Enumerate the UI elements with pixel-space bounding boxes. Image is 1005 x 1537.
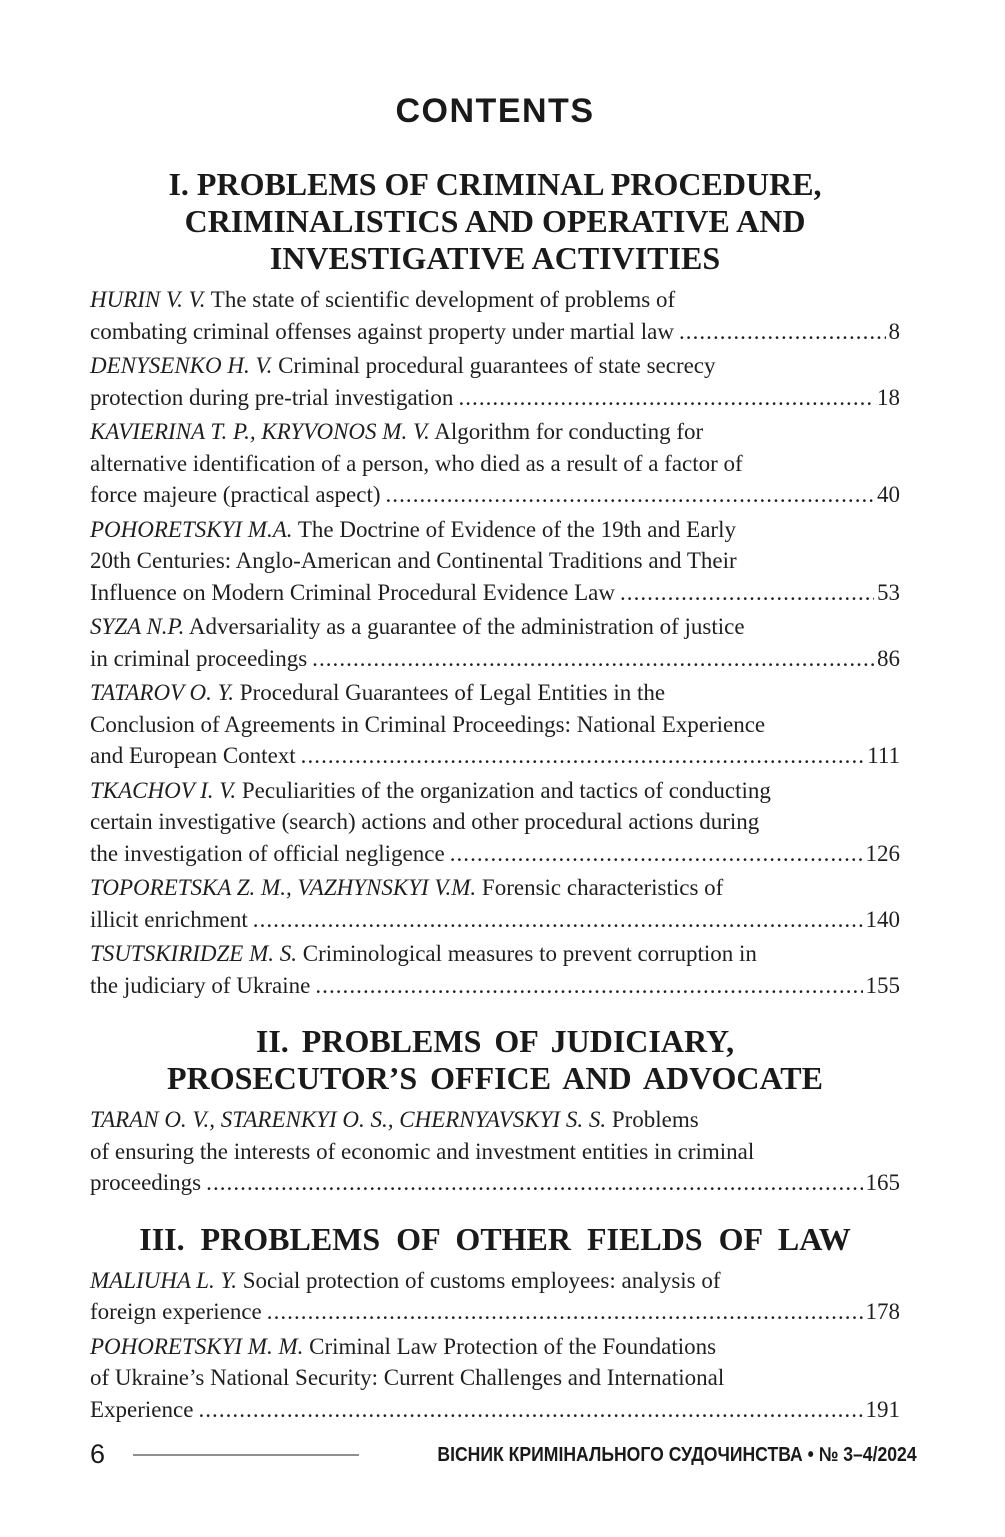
- entry-first-line: [90, 872, 900, 904]
- entry-title-end: illicit enrichment: [90, 906, 248, 932]
- entry-page: 126: [865, 840, 900, 866]
- entry-first-line: [90, 350, 900, 382]
- entry-title-start: Criminological measures to prevent corruption in: [297, 941, 757, 966]
- entry-title-line: Conclusion of Agreements in Criminal Proceedings: National Experience: [90, 711, 766, 737]
- entry-first-line: [90, 1265, 900, 1297]
- entry-last-line: [90, 643, 900, 675]
- entry-last-line: [90, 1167, 900, 1199]
- toc-entry: [90, 775, 900, 870]
- toc-entry: [90, 416, 900, 511]
- entry-title-start: Criminal Law Protection of the Foundations: [303, 1333, 717, 1359]
- entry-page: 8: [888, 318, 900, 344]
- entry-title-end: force majeure (practical aspect): [90, 482, 381, 507]
- entry-title-start: Adversariality as a guarantee of the administration of justice: [184, 614, 745, 639]
- dot-leader: [386, 479, 875, 511]
- entry-title-end: foreign experience: [90, 1299, 262, 1324]
- toc-entry: [90, 872, 900, 935]
- entry-last-line: [90, 970, 900, 1002]
- entry-page: 40: [877, 482, 900, 507]
- footer-rule: [133, 1454, 359, 1456]
- dot-leader: [620, 577, 874, 609]
- section-heading-line: III. PROBLEMS OF OTHER FIELDS OF LAW: [139, 1220, 851, 1257]
- dot-leader: [312, 643, 874, 675]
- entry-title-end: protection during pre-trial investigation: [90, 384, 454, 410]
- entry-authors: KAVIERINA T. P., KRYVONOS M. V.: [90, 419, 430, 444]
- dot-leader: [458, 382, 874, 414]
- entry-page: 53: [877, 579, 900, 605]
- entry-title-line: of Ukraine’s National Security: Current Challenges and International: [90, 1365, 725, 1390]
- entry-title-start: Criminal procedural guarantees of state secrecy: [272, 353, 716, 378]
- entry-title-start: Algorithm for conducting for: [429, 419, 704, 444]
- entry-title-end: in criminal proceedings: [90, 645, 308, 671]
- entry-title-end: Experience: [90, 1396, 194, 1422]
- entry-title-end: and European Context: [90, 743, 296, 768]
- section-heading-line: PROSECUTOR’S OFFICE AND ADVOCATE: [167, 1060, 823, 1096]
- entry-first-line: [90, 1104, 900, 1136]
- entry-last-line: [90, 904, 900, 936]
- toc-entry: [90, 677, 900, 772]
- toc-section: [90, 1221, 900, 1426]
- entry-last-line: [90, 1394, 900, 1426]
- dot-leader: [679, 316, 886, 348]
- entry-last-line: [90, 479, 900, 511]
- entry-page: 178: [865, 1299, 900, 1324]
- toc-entry: [90, 1104, 900, 1199]
- toc-entry: [90, 938, 900, 1001]
- entry-last-line: [90, 838, 900, 870]
- entry-title-start: Social protection of customs employees: analysis of: [236, 1267, 721, 1293]
- entry-title-start: The state of scientific development of problems of: [205, 287, 676, 312]
- entry-authors: TSUTSKIRIDZE M. S.: [90, 941, 298, 966]
- entry-page: 86: [877, 645, 900, 671]
- entry-authors: POHORETSKYI M. M.: [90, 1333, 304, 1359]
- entry-title-end: the judiciary of Ukraine: [90, 972, 311, 998]
- entry-authors: HURIN V. V.: [90, 287, 206, 312]
- toc-entry: [90, 611, 900, 674]
- entry-title-line: alternative identification of a person, who died as a result of a factor of: [90, 450, 743, 476]
- entry-last-line: [90, 740, 900, 772]
- entry-authors: SYZA N.P.: [90, 614, 185, 639]
- entry-title-start: Peculiarities of the organization and tactics of conducting: [236, 777, 771, 803]
- entry-authors: TARAN O. V., STARENKYI O. S., CHERNYAVSKYI S. S.: [90, 1107, 607, 1132]
- entry-first-line: [90, 416, 900, 448]
- entry-page: 140: [865, 906, 900, 932]
- entry-last-line: [90, 316, 900, 348]
- toc-section: [90, 1023, 900, 1199]
- entry-title-start: Procedural Guarantees of Legal Entities in the: [234, 680, 666, 705]
- dot-leader: [198, 1394, 862, 1426]
- entry-title-end: proceedings: [90, 1170, 202, 1195]
- entry-authors: TKACHOV I. V.: [90, 777, 237, 803]
- toc-entry: [90, 1331, 900, 1426]
- toc-entry: [90, 350, 900, 413]
- section-heading: [90, 166, 900, 277]
- entry-first-line: [90, 677, 900, 709]
- entry-first-line: [90, 775, 900, 807]
- entry-title-end: Influence on Modern Criminal Procedural Evidence Law: [90, 579, 615, 605]
- entry-title-line: 20th Centuries: Anglo-American and Continental Traditions and Their: [90, 548, 737, 573]
- dot-leader: [315, 970, 862, 1002]
- entry-title-end: combating criminal offenses against property under martial law: [90, 318, 674, 344]
- entry-last-line: [90, 577, 900, 609]
- entry-first-line: [90, 611, 900, 643]
- entry-page: 111: [867, 743, 900, 768]
- entry-page: 191: [865, 1396, 900, 1422]
- toc-entry: [90, 284, 900, 347]
- entry-authors: POHORETSKYI M.A.: [90, 516, 293, 542]
- toc-entry: [90, 1265, 900, 1328]
- toc-entry: [90, 514, 900, 609]
- entry-first-line: [90, 1331, 900, 1363]
- entry-title-start: The Doctrine of Evidence of the 19th and Early: [292, 516, 736, 542]
- entry-authors: TATAROV O. Y.: [90, 680, 234, 705]
- dot-leader: [301, 740, 865, 772]
- entry-page: 18: [877, 384, 900, 410]
- section-heading-line: INVESTIGATIVE ACTIVITIES: [269, 240, 721, 276]
- section-heading: [90, 1221, 900, 1258]
- dot-leader: [450, 838, 863, 870]
- folio-page-number: 6: [90, 1439, 106, 1469]
- section-heading: [90, 1023, 900, 1097]
- entry-first-line: [90, 514, 900, 546]
- entry-first-line: [90, 938, 900, 970]
- entry-authors: MALIUHA L. Y.: [90, 1267, 237, 1293]
- section-heading-line: CRIMINALISTICS AND OPERATIVE AND: [184, 203, 806, 239]
- section-heading-line: II. PROBLEMS OF JUDICIARY,: [255, 1023, 735, 1059]
- entry-title-line: certain investigative (search) actions and other procedural actions during: [90, 809, 760, 834]
- dot-leader: [206, 1167, 862, 1199]
- entry-title-end: the investigation of official negligence: [90, 840, 445, 866]
- entry-last-line: [90, 1296, 900, 1328]
- page-footer: [90, 1441, 917, 1468]
- entry-authors: TOPORETSKA Z. M., VAZHYNSKYI V.M.: [90, 875, 477, 900]
- entry-page: 165: [865, 1170, 900, 1195]
- toc-section: [90, 166, 900, 1001]
- dot-leader: [267, 1296, 863, 1328]
- entry-title-start: Problems: [606, 1107, 699, 1132]
- entry-page: 155: [865, 972, 900, 998]
- entry-authors: DENYSENKO H. V.: [90, 353, 273, 378]
- journal-title: ВІСНИК КРИМІНАЛЬНОГО СУДОЧИНСТВА • № 3–4/2024: [437, 1443, 917, 1466]
- entry-title-line: of ensuring the interests of economic and investment entities in criminal: [90, 1138, 755, 1164]
- section-heading-line: I. PROBLEMS OF CRIMINAL PROCEDURE,: [168, 166, 822, 202]
- entry-first-line: [90, 284, 900, 316]
- dot-leader: [253, 904, 863, 936]
- entry-last-line: [90, 382, 900, 414]
- entry-title-start: Forensic characteristics of: [476, 875, 724, 900]
- page-title: CONTENTS: [395, 92, 595, 130]
- toc-sections: [90, 166, 900, 1425]
